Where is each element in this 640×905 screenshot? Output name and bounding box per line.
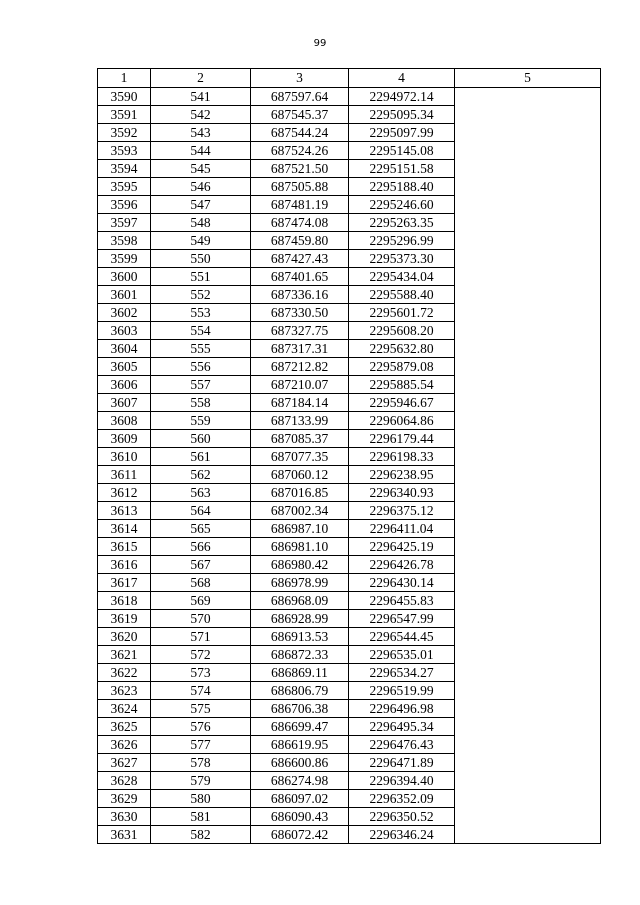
table-cell: 2296340.93: [349, 484, 455, 502]
table-cell: 3612: [98, 484, 151, 502]
table-cell: 686600.86: [251, 754, 349, 772]
table-cell: 2296544.45: [349, 628, 455, 646]
table-cell: 2295879.08: [349, 358, 455, 376]
table-cell: 686980.42: [251, 556, 349, 574]
table-cell: 2296411.04: [349, 520, 455, 538]
table-cell: 3622: [98, 664, 151, 682]
table-cell: 569: [151, 592, 251, 610]
table-cell: 545: [151, 160, 251, 178]
table-cell: 3624: [98, 700, 151, 718]
table-cell: 577: [151, 736, 251, 754]
table-cell: 2296430.14: [349, 574, 455, 592]
table-cell: 3596: [98, 196, 151, 214]
table-cell: 2295097.99: [349, 124, 455, 142]
table-cell: 548: [151, 214, 251, 232]
table-cell: 582: [151, 826, 251, 844]
table-cell: 3594: [98, 160, 151, 178]
table-cell: 556: [151, 358, 251, 376]
table-cell: 3620: [98, 628, 151, 646]
table-cell: 559: [151, 412, 251, 430]
table-cell: 2296425.19: [349, 538, 455, 556]
table-cell: 2296179.44: [349, 430, 455, 448]
table-cell: 3627: [98, 754, 151, 772]
table-cell: 3601: [98, 286, 151, 304]
table-cell: 687016.85: [251, 484, 349, 502]
table-cell: 557: [151, 376, 251, 394]
table-cell: 687401.65: [251, 268, 349, 286]
column-header: 3: [251, 69, 349, 88]
table-cell: 3597: [98, 214, 151, 232]
table-cell: 3610: [98, 448, 151, 466]
table-cell: 560: [151, 430, 251, 448]
table-cell: 2296375.12: [349, 502, 455, 520]
table-cell: 686806.79: [251, 682, 349, 700]
table-cell: 561: [151, 448, 251, 466]
table-cell: 686090.43: [251, 808, 349, 826]
table-cell: 2296519.99: [349, 682, 455, 700]
table-cell: 687521.50: [251, 160, 349, 178]
table-header-row: [98, 69, 601, 88]
table-cell: 2296238.95: [349, 466, 455, 484]
table-cell: 687459.80: [251, 232, 349, 250]
table-cell: 686699.47: [251, 718, 349, 736]
table-cell: 3615: [98, 538, 151, 556]
table-cell: 570: [151, 610, 251, 628]
table-cell: 2295608.20: [349, 322, 455, 340]
table-cell: 3609: [98, 430, 151, 448]
table-cell: 566: [151, 538, 251, 556]
table-cell: 2296476.43: [349, 736, 455, 754]
table-cell: 551: [151, 268, 251, 286]
table-cell: 687505.88: [251, 178, 349, 196]
table-cell: 2296535.01: [349, 646, 455, 664]
table-cell: 2295588.40: [349, 286, 455, 304]
column-header: 1: [98, 69, 151, 88]
table-cell: 2296198.33: [349, 448, 455, 466]
table-cell: 3592: [98, 124, 151, 142]
table-cell: 573: [151, 664, 251, 682]
table-cell: 3608: [98, 412, 151, 430]
table-cell: 3618: [98, 592, 151, 610]
column-5-blank-cell: [455, 88, 601, 844]
table-cell: 549: [151, 232, 251, 250]
table-cell: 686978.99: [251, 574, 349, 592]
table-cell: 3630: [98, 808, 151, 826]
table-cell: 2296455.83: [349, 592, 455, 610]
table-cell: 579: [151, 772, 251, 790]
table-cell: 541: [151, 88, 251, 106]
table-cell: 687427.43: [251, 250, 349, 268]
table-cell: 3631: [98, 826, 151, 844]
table-cell: 686968.09: [251, 592, 349, 610]
table-cell: 2294972.14: [349, 88, 455, 106]
table-cell: 3590: [98, 88, 151, 106]
table-cell: 2295246.60: [349, 196, 455, 214]
table-cell: 578: [151, 754, 251, 772]
table-cell: 567: [151, 556, 251, 574]
table-cell: 687524.26: [251, 142, 349, 160]
table-cell: 2296426.78: [349, 556, 455, 574]
table-cell: 686869.11: [251, 664, 349, 682]
table-cell: 3614: [98, 520, 151, 538]
table-cell: 686872.33: [251, 646, 349, 664]
table-cell: 687210.07: [251, 376, 349, 394]
table-cell: 687077.35: [251, 448, 349, 466]
table-cell: 687060.12: [251, 466, 349, 484]
table-cell: 2295151.58: [349, 160, 455, 178]
table-cell: 574: [151, 682, 251, 700]
table-cell: 686981.10: [251, 538, 349, 556]
table-cell: 3625: [98, 718, 151, 736]
table-cell: 3595: [98, 178, 151, 196]
table-cell: 687002.34: [251, 502, 349, 520]
table-cell: 572: [151, 646, 251, 664]
table-cell: 2296534.27: [349, 664, 455, 682]
table-cell: 543: [151, 124, 251, 142]
table-cell: 568: [151, 574, 251, 592]
table-cell: 553: [151, 304, 251, 322]
table-cell: 3600: [98, 268, 151, 286]
table-cell: 3619: [98, 610, 151, 628]
table-cell: 2295188.40: [349, 178, 455, 196]
table-cell: 3599: [98, 250, 151, 268]
table-cell: 2296471.89: [349, 754, 455, 772]
table-cell: 686619.95: [251, 736, 349, 754]
table-row: [98, 88, 601, 106]
table-cell: 3598: [98, 232, 151, 250]
table-cell: 552: [151, 286, 251, 304]
table-cell: 563: [151, 484, 251, 502]
column-header: 4: [349, 69, 455, 88]
column-header: 2: [151, 69, 251, 88]
table-cell: 687330.50: [251, 304, 349, 322]
table-cell: 576: [151, 718, 251, 736]
table-cell: 2295095.34: [349, 106, 455, 124]
table-cell: 686928.99: [251, 610, 349, 628]
table-cell: 2296547.99: [349, 610, 455, 628]
table-cell: 3591: [98, 106, 151, 124]
table-cell: 687327.75: [251, 322, 349, 340]
table-cell: 575: [151, 700, 251, 718]
table-cell: 687133.99: [251, 412, 349, 430]
table-cell: 687317.31: [251, 340, 349, 358]
table-cell: 3593: [98, 142, 151, 160]
table-cell: 544: [151, 142, 251, 160]
table-body: [98, 88, 601, 844]
table-cell: 2295601.72: [349, 304, 455, 322]
table-cell: 3604: [98, 340, 151, 358]
table-cell: 3629: [98, 790, 151, 808]
page-number: 99: [313, 38, 327, 49]
table-cell: 686072.42: [251, 826, 349, 844]
column-header: 5: [455, 69, 601, 88]
table-cell: 3628: [98, 772, 151, 790]
table-cell: 3603: [98, 322, 151, 340]
table-cell: 580: [151, 790, 251, 808]
table-cell: 686913.53: [251, 628, 349, 646]
table-cell: 687481.19: [251, 196, 349, 214]
table-cell: 687474.08: [251, 214, 349, 232]
table-cell: 2296350.52: [349, 808, 455, 826]
table-cell: 687544.24: [251, 124, 349, 142]
table-cell: 2296495.34: [349, 718, 455, 736]
table-cell: 3607: [98, 394, 151, 412]
table-cell: 555: [151, 340, 251, 358]
table-cell: 3617: [98, 574, 151, 592]
table-cell: 3611: [98, 466, 151, 484]
table-cell: 3623: [98, 682, 151, 700]
table-cell: 3602: [98, 304, 151, 322]
table-cell: 2295263.35: [349, 214, 455, 232]
table-cell: 3616: [98, 556, 151, 574]
table-cell: 3605: [98, 358, 151, 376]
table-cell: 2295885.54: [349, 376, 455, 394]
table-cell: 687184.14: [251, 394, 349, 412]
table-cell: 550: [151, 250, 251, 268]
table-cell: 546: [151, 178, 251, 196]
table-cell: 686274.98: [251, 772, 349, 790]
table-cell: 2295434.04: [349, 268, 455, 286]
table-cell: 571: [151, 628, 251, 646]
table-cell: 2296064.86: [349, 412, 455, 430]
table-cell: 565: [151, 520, 251, 538]
table-cell: 581: [151, 808, 251, 826]
table-cell: 3626: [98, 736, 151, 754]
table-cell: 2295632.80: [349, 340, 455, 358]
table-cell: 554: [151, 322, 251, 340]
table-cell: 687212.82: [251, 358, 349, 376]
table-cell: 2296352.09: [349, 790, 455, 808]
table-cell: 562: [151, 466, 251, 484]
table-cell: 564: [151, 502, 251, 520]
table-cell: 687597.64: [251, 88, 349, 106]
table-cell: 687085.37: [251, 430, 349, 448]
table-cell: 2295946.67: [349, 394, 455, 412]
table-cell: 686706.38: [251, 700, 349, 718]
table-cell: 687336.16: [251, 286, 349, 304]
table-cell: 3606: [98, 376, 151, 394]
table-cell: 2295145.08: [349, 142, 455, 160]
table-cell: 686097.02: [251, 790, 349, 808]
table-cell: 558: [151, 394, 251, 412]
table-cell: 3613: [98, 502, 151, 520]
table-cell: 547: [151, 196, 251, 214]
table-cell: 687545.37: [251, 106, 349, 124]
table-cell: 2296346.24: [349, 826, 455, 844]
table-cell: 686987.10: [251, 520, 349, 538]
table-cell: 2295296.99: [349, 232, 455, 250]
table-cell: 3621: [98, 646, 151, 664]
table-cell: 2295373.30: [349, 250, 455, 268]
table-cell: 542: [151, 106, 251, 124]
table-cell: 2296394.40: [349, 772, 455, 790]
table-cell: 2296496.98: [349, 700, 455, 718]
coordinates-table: [97, 68, 601, 844]
